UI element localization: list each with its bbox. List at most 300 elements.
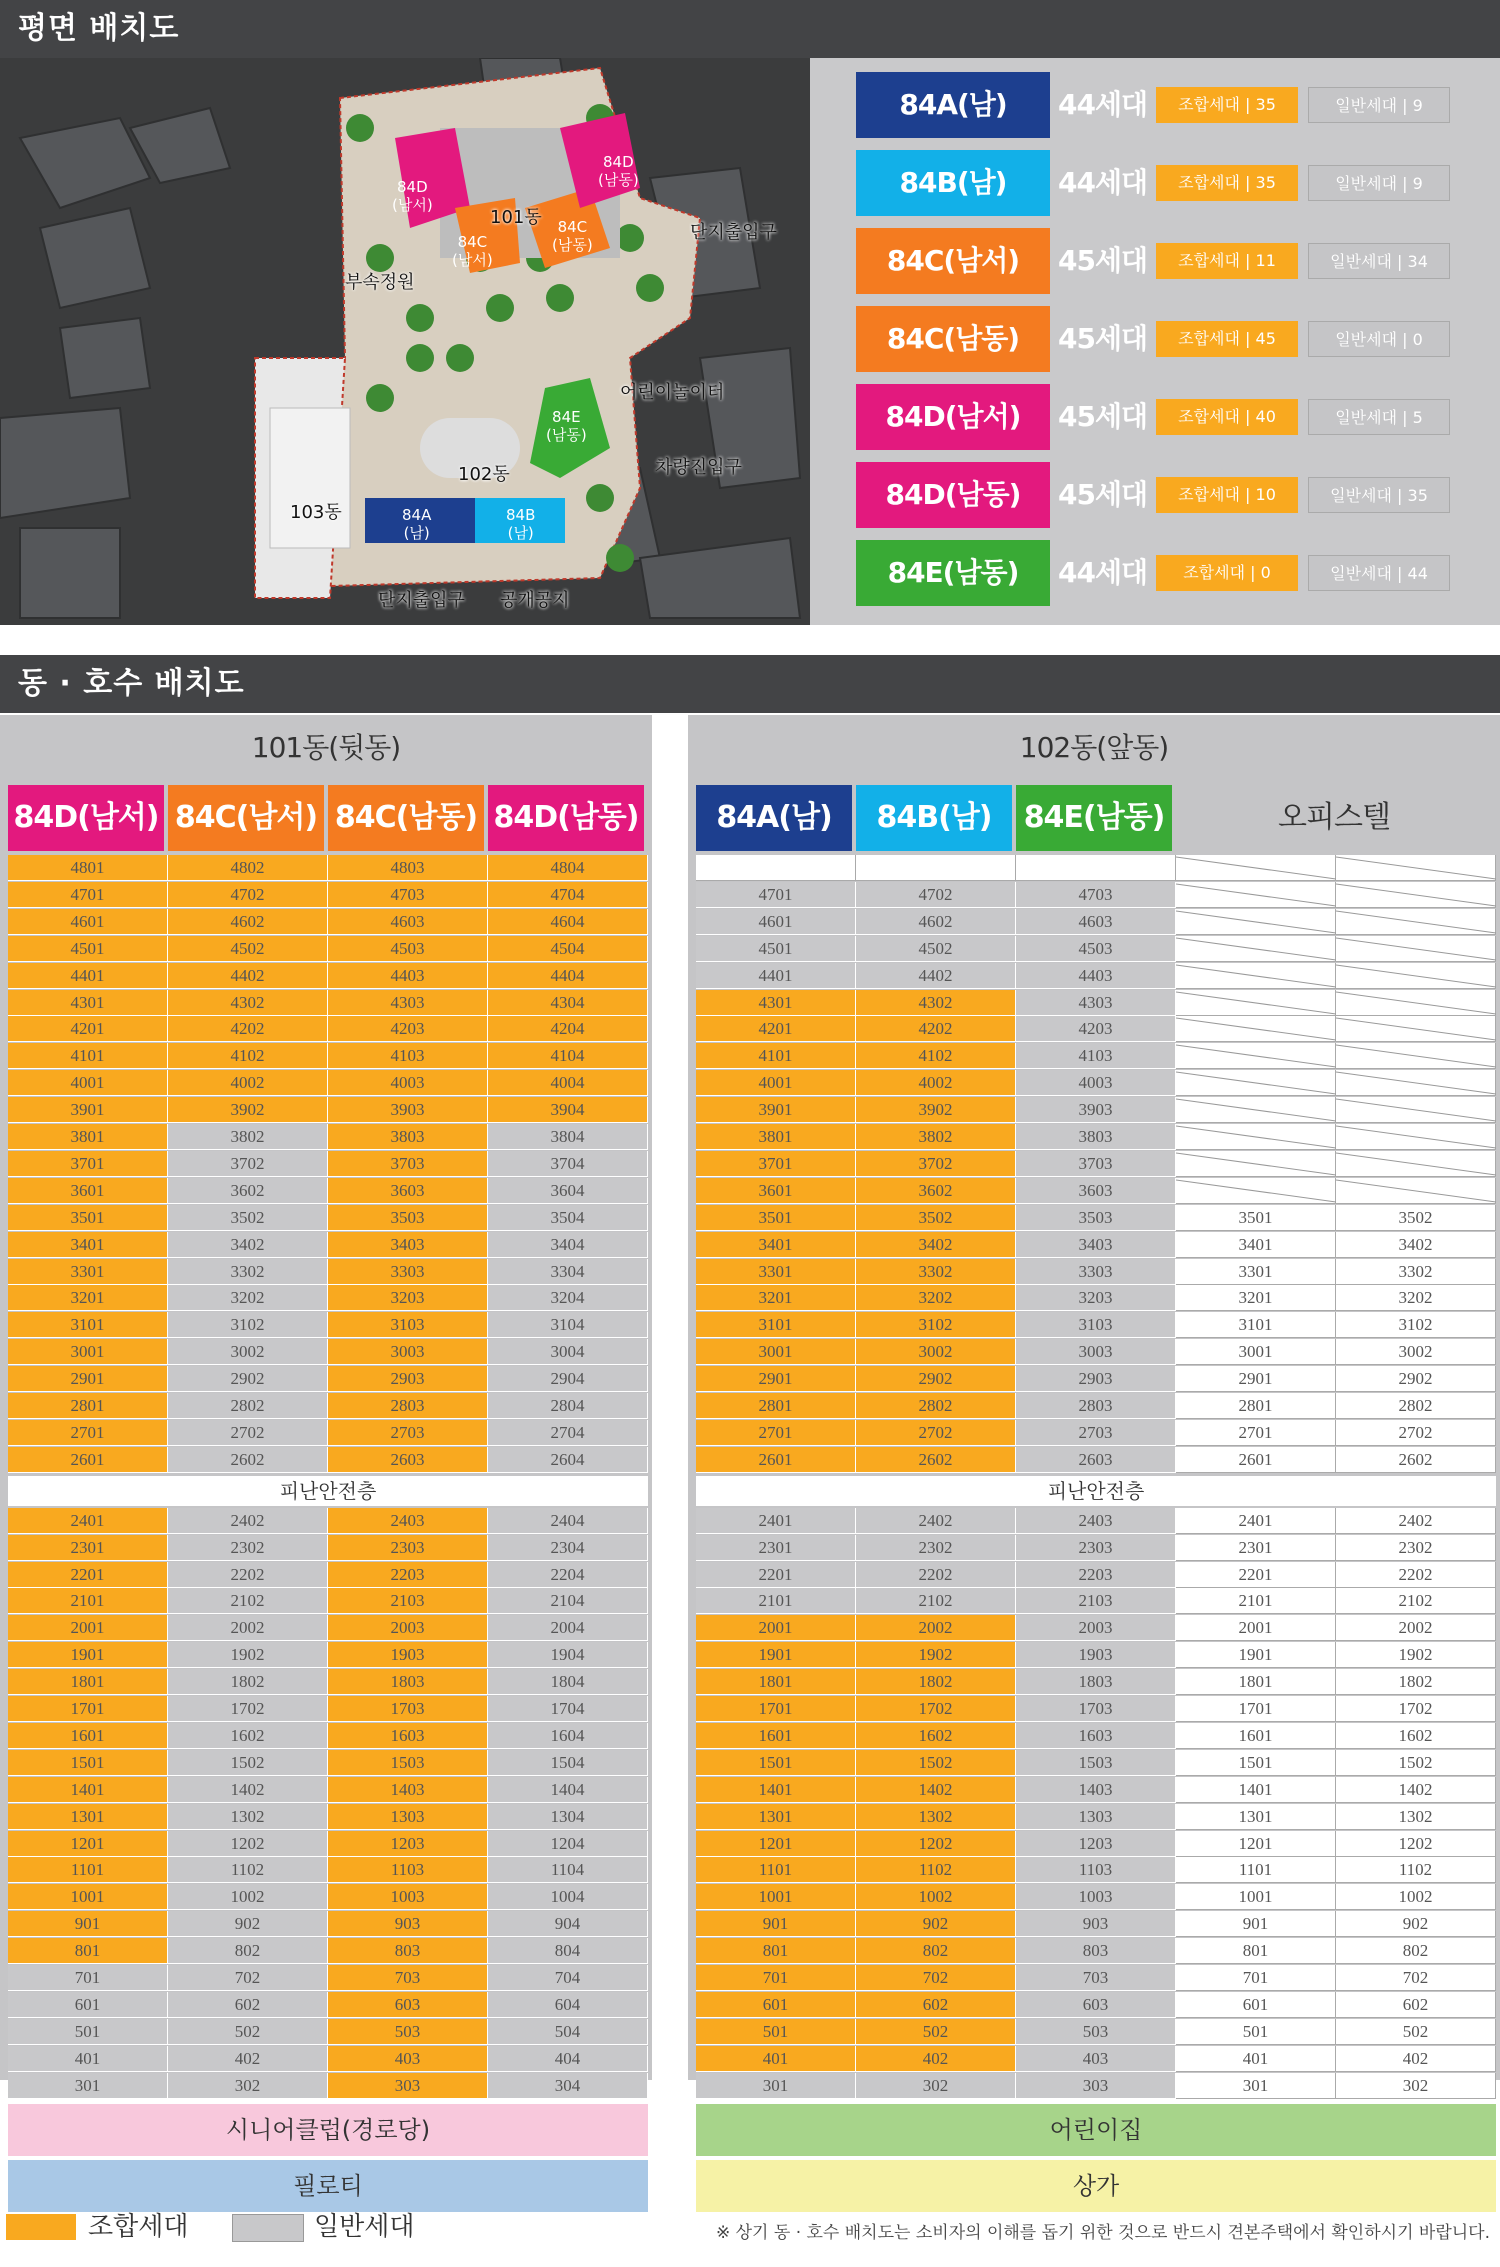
legend-type-badge: 84C(남서) <box>856 228 1050 294</box>
unit-cell: 3502 <box>168 1205 328 1231</box>
site-label-84d-sw: 84D (남서) <box>392 178 433 214</box>
site-label-playground: 어린이놀이터 <box>620 382 725 403</box>
unit-cell: 4102 <box>168 1043 328 1069</box>
unit-cell: 3803 <box>1016 1124 1176 1150</box>
unit-cell: 2903 <box>1016 1366 1176 1392</box>
unit-cell: 2403 <box>328 1508 488 1534</box>
unit-cell: 4801 <box>8 855 168 881</box>
unit-cell: 4001 <box>696 1070 856 1096</box>
officetel-cell <box>1336 936 1496 962</box>
unit-cell: 1101 <box>696 1857 856 1883</box>
officetel-cell <box>1336 1043 1496 1069</box>
unit-cell: 3902 <box>168 1097 328 1123</box>
unit-cell: 4601 <box>696 909 856 935</box>
officetel-cell: 2901 <box>1176 1366 1336 1392</box>
column-header: 84B(남) <box>856 785 1012 851</box>
legend-type-badge: 84D(남서) <box>856 384 1050 450</box>
unit-cell: 1002 <box>168 1884 328 1910</box>
site-label-84a: 84A (남) <box>402 506 432 542</box>
unit-cell: 2301 <box>8 1535 168 1561</box>
unit-cell: 2804 <box>488 1393 648 1419</box>
unit-cell: 3504 <box>488 1205 648 1231</box>
unit-cell: 2103 <box>1016 1588 1176 1614</box>
unit-cell: 1603 <box>1016 1723 1176 1749</box>
unit-cell: 4302 <box>168 990 328 1016</box>
officetel-cell <box>1176 936 1336 962</box>
unit-cell: 603 <box>328 1992 488 2018</box>
unit-cell: 4103 <box>328 1043 488 1069</box>
unit-cell: 3903 <box>1016 1097 1176 1123</box>
unit-cell: 4301 <box>8 990 168 1016</box>
unit-cell: 3901 <box>8 1097 168 1123</box>
officetel-cell: 1702 <box>1336 1696 1496 1722</box>
unit-cell: 3302 <box>856 1259 1016 1285</box>
unit-cell: 1102 <box>856 1857 1016 1883</box>
unit-cell: 701 <box>8 1965 168 1991</box>
officetel-cell: 1302 <box>1336 1804 1496 1830</box>
unit-cell: 3201 <box>8 1285 168 1311</box>
officetel-cell: 2702 <box>1336 1420 1496 1446</box>
unit-cell: 3703 <box>328 1151 488 1177</box>
unit-cell: 802 <box>168 1938 328 1964</box>
amenity-band-piloti: 필로티 <box>8 2160 648 2212</box>
officetel-cell: 1502 <box>1336 1750 1496 1776</box>
unit-cell: 4502 <box>168 936 328 962</box>
unit-cell: 2101 <box>696 1588 856 1614</box>
unit-cell: 4803 <box>328 855 488 881</box>
amenity-band-senior-club: 시니어클럽(경로당) <box>8 2104 648 2156</box>
unit-cell: 3601 <box>696 1178 856 1204</box>
unit-cell: 4202 <box>168 1016 328 1042</box>
officetel-cell: 502 <box>1336 2019 1496 2045</box>
unit-cell: 3802 <box>856 1124 1016 1150</box>
unit-cell: 4104 <box>488 1043 648 1069</box>
unit-cell: 1901 <box>696 1642 856 1668</box>
unit-cell: 3704 <box>488 1151 648 1177</box>
unit-cell: 2602 <box>168 1447 328 1473</box>
officetel-cell <box>1176 909 1336 935</box>
unit-cell: 3001 <box>696 1339 856 1365</box>
unit-cell: 3301 <box>8 1259 168 1285</box>
unit-cell: 3904 <box>488 1097 648 1123</box>
unit-cell <box>856 855 1016 881</box>
unit-cell: 903 <box>328 1911 488 1937</box>
unit-cell: 604 <box>488 1992 648 2018</box>
officetel-cell <box>1176 1016 1336 1042</box>
officetel-cell: 1501 <box>1176 1750 1336 1776</box>
unit-cell: 2304 <box>488 1535 648 1561</box>
officetel-cell: 2302 <box>1336 1535 1496 1561</box>
officetel-cell: 302 <box>1336 2073 1496 2099</box>
unit-cell: 4301 <box>696 990 856 1016</box>
unit-cell: 1703 <box>1016 1696 1176 1722</box>
unit-cell: 701 <box>696 1965 856 1991</box>
legend-type-badge: 84E(남동) <box>856 540 1050 606</box>
unit-cell: 2102 <box>856 1588 1016 1614</box>
unit-cell: 4001 <box>8 1070 168 1096</box>
legend-general-count: 일반세대 | 9 <box>1308 165 1450 201</box>
unit-cell: 3803 <box>328 1124 488 1150</box>
unit-cell: 1103 <box>1016 1857 1176 1883</box>
unit-cell: 501 <box>8 2019 168 2045</box>
amenity-band-daycare: 어린이집 <box>696 2104 1496 2156</box>
site-label-102: 102동 <box>458 464 510 485</box>
officetel-cell: 902 <box>1336 1911 1496 1937</box>
unit-cell: 1904 <box>488 1642 648 1668</box>
building-102-panel <box>688 715 1500 2200</box>
officetel-cell: 2202 <box>1336 1562 1496 1588</box>
legend-type-badge: 84A(남) <box>856 72 1050 138</box>
officetel-cell <box>1176 1070 1336 1096</box>
officetel-cell: 2001 <box>1176 1615 1336 1641</box>
unit-cell: 802 <box>856 1938 1016 1964</box>
unit-cell: 1201 <box>696 1831 856 1857</box>
legend-johab-count: 조합세대 | 0 <box>1156 555 1298 591</box>
unit-cell: 4704 <box>488 882 648 908</box>
unit-cell: 3501 <box>696 1205 856 1231</box>
unit-cell: 3702 <box>168 1151 328 1177</box>
unit-cell: 4303 <box>1016 990 1176 1016</box>
unit-cell: 4201 <box>8 1016 168 1042</box>
unit-cell: 903 <box>1016 1911 1176 1937</box>
unit-cell: 404 <box>488 2046 648 2072</box>
legend-type-badge: 84B(남) <box>856 150 1050 216</box>
unit-cell: 501 <box>696 2019 856 2045</box>
unit-cell: 3103 <box>328 1312 488 1338</box>
unit-cell: 1604 <box>488 1723 648 1749</box>
officetel-cell: 2002 <box>1336 1615 1496 1641</box>
officetel-cell <box>1336 1070 1496 1096</box>
unit-cell: 1801 <box>696 1669 856 1695</box>
unit-cell: 2401 <box>696 1508 856 1534</box>
unit-cell: 1501 <box>696 1750 856 1776</box>
unit-cell: 1602 <box>856 1723 1016 1749</box>
unit-cell: 2302 <box>168 1535 328 1561</box>
legend-type-badge: 84C(남동) <box>856 306 1050 372</box>
unit-cell: 4403 <box>1016 963 1176 989</box>
officetel-cell <box>1336 909 1496 935</box>
unit-cell: 1401 <box>696 1777 856 1803</box>
unit-cell: 3901 <box>696 1097 856 1123</box>
refuge-floor-label: 피난안전층 <box>696 1476 1496 1506</box>
unit-cell: 3002 <box>168 1339 328 1365</box>
unit-cell: 2902 <box>168 1366 328 1392</box>
legend-type-badge: 84D(남동) <box>856 462 1050 528</box>
unit-cell: 1401 <box>8 1777 168 1803</box>
unit-cell: 3603 <box>1016 1178 1176 1204</box>
unit-cell: 2101 <box>8 1588 168 1614</box>
unit-cell: 3201 <box>696 1285 856 1311</box>
officetel-cell: 2101 <box>1176 1588 1336 1614</box>
unit-cell: 4004 <box>488 1070 648 1096</box>
site-label-entrance-south: 단지출입구 <box>378 590 465 611</box>
unit-cell: 2003 <box>1016 1615 1176 1641</box>
unit-cell: 1601 <box>8 1723 168 1749</box>
unit-cell: 502 <box>856 2019 1016 2045</box>
unit-cell: 401 <box>8 2046 168 2072</box>
legend-count: 44세대 <box>1058 88 1148 121</box>
officetel-cell: 501 <box>1176 2019 1336 2045</box>
column-header: 84E(남동) <box>1016 785 1172 851</box>
unit-cell: 402 <box>856 2046 1016 2072</box>
officetel-cell: 2301 <box>1176 1535 1336 1561</box>
unit-cell: 2903 <box>328 1366 488 1392</box>
legend-general-count: 일반세대 | 44 <box>1308 555 1450 591</box>
section-title-site-plan: 평면 배치도 <box>0 0 1500 58</box>
unit-cell: 3801 <box>696 1124 856 1150</box>
legend-general-count: 일반세대 | 9 <box>1308 87 1450 123</box>
unit-cell <box>1016 855 1176 881</box>
building-102-title: 102동(앞동) <box>1019 731 1169 764</box>
unit-cell: 801 <box>8 1938 168 1964</box>
unit-cell: 1503 <box>1016 1750 1176 1776</box>
unit-cell: 1001 <box>696 1884 856 1910</box>
officetel-cell: 3502 <box>1336 1205 1496 1231</box>
unit-cell: 4502 <box>856 936 1016 962</box>
unit-cell: 4102 <box>856 1043 1016 1069</box>
legend-swatch-general <box>232 2214 304 2242</box>
officetel-cell: 1101 <box>1176 1857 1336 1883</box>
unit-cell: 702 <box>168 1965 328 1991</box>
unit-cell: 303 <box>1016 2073 1176 2099</box>
legend-row <box>846 540 1486 606</box>
unit-cell: 4702 <box>168 882 328 908</box>
unit-cell: 4604 <box>488 909 648 935</box>
legend-count: 44세대 <box>1058 166 1148 199</box>
unit-cell: 2303 <box>1016 1535 1176 1561</box>
unit-cell: 3902 <box>856 1097 1016 1123</box>
unit-cell: 401 <box>696 2046 856 2072</box>
unit-cell: 3903 <box>328 1097 488 1123</box>
unit-cell: 1803 <box>1016 1669 1176 1695</box>
unit-cell: 902 <box>856 1911 1016 1937</box>
unit-cell: 4702 <box>856 882 1016 908</box>
column-header: 84C(남서) <box>168 785 324 851</box>
unit-cell: 4602 <box>856 909 1016 935</box>
legend-general-count: 일반세대 | 34 <box>1308 243 1450 279</box>
officetel-cell: 1402 <box>1336 1777 1496 1803</box>
unit-cell: 304 <box>488 2073 648 2099</box>
site-label-car-entrance: 차량진입구 <box>655 457 742 478</box>
officetel-cell <box>1336 990 1496 1016</box>
officetel-cell: 602 <box>1336 1992 1496 2018</box>
officetel-cell: 3002 <box>1336 1339 1496 1365</box>
unit-cell: 2202 <box>168 1562 328 1588</box>
unit-cell: 3602 <box>856 1178 1016 1204</box>
column-header: 84D(남동) <box>488 785 644 851</box>
unit-cell: 3202 <box>856 1285 1016 1311</box>
unit-cell: 3402 <box>168 1232 328 1258</box>
unit-cell: 3703 <box>1016 1151 1176 1177</box>
unit-cell: 3303 <box>328 1259 488 1285</box>
officetel-cell: 2701 <box>1176 1420 1336 1446</box>
officetel-cell <box>1176 855 1336 881</box>
officetel-cell <box>1336 1178 1496 1204</box>
unit-cell: 2601 <box>8 1447 168 1473</box>
legend-count: 45세대 <box>1058 478 1148 511</box>
unit-cell: 4701 <box>8 882 168 908</box>
unit-cell: 4201 <box>696 1016 856 1042</box>
unit-cell: 904 <box>488 1911 648 1937</box>
legend-row <box>846 462 1486 528</box>
building-101-title: 101동(뒷동) <box>251 731 401 764</box>
unit-cell: 301 <box>696 2073 856 2099</box>
legend-johab-count: 조합세대 | 10 <box>1156 477 1298 513</box>
unit-cell: 2002 <box>856 1615 1016 1641</box>
unit-cell: 3401 <box>8 1232 168 1258</box>
officetel-cell: 3001 <box>1176 1339 1336 1365</box>
unit-cell: 803 <box>1016 1938 1176 1964</box>
unit-cell: 1301 <box>696 1804 856 1830</box>
officetel-cell <box>1336 855 1496 881</box>
unit-type-legend <box>810 58 1500 625</box>
site-label-84d-se: 84D (남동) <box>598 153 639 189</box>
unit-cell: 1903 <box>328 1642 488 1668</box>
unit-cell: 3404 <box>488 1232 648 1258</box>
unit-cell: 402 <box>168 2046 328 2072</box>
unit-cell: 3602 <box>168 1178 328 1204</box>
unit-cell: 3402 <box>856 1232 1016 1258</box>
legend-row <box>846 72 1486 138</box>
unit-cell: 3503 <box>1016 1205 1176 1231</box>
officetel-cell: 2801 <box>1176 1393 1336 1419</box>
officetel-cell: 1401 <box>1176 1777 1336 1803</box>
unit-cell <box>696 855 856 881</box>
unit-cell: 3102 <box>168 1312 328 1338</box>
site-label-84e: 84E (남동) <box>546 408 587 444</box>
unit-cell: 4802 <box>168 855 328 881</box>
legend-swatch-johab <box>6 2214 76 2240</box>
unit-cell: 403 <box>1016 2046 1176 2072</box>
unit-cell: 2404 <box>488 1508 648 1534</box>
officetel-cell: 1002 <box>1336 1884 1496 1910</box>
unit-cell: 3502 <box>856 1205 1016 1231</box>
unit-cell: 4202 <box>856 1016 1016 1042</box>
unit-cell: 3301 <box>696 1259 856 1285</box>
unit-cell: 2901 <box>8 1366 168 1392</box>
unit-cell: 3101 <box>696 1312 856 1338</box>
unit-cell: 1504 <box>488 1750 648 1776</box>
legend-count: 44세대 <box>1058 556 1148 589</box>
legend-row <box>846 228 1486 294</box>
unit-cell: 1403 <box>328 1777 488 1803</box>
unit-cell: 3002 <box>856 1339 1016 1365</box>
column-header: 84C(남동) <box>328 785 484 851</box>
officetel-cell: 3102 <box>1336 1312 1496 1338</box>
unit-cell: 4703 <box>1016 882 1176 908</box>
unit-cell: 602 <box>168 1992 328 2018</box>
officetel-cell: 3402 <box>1336 1232 1496 1258</box>
unit-cell: 2302 <box>856 1535 1016 1561</box>
officetel-cell: 3302 <box>1336 1259 1496 1285</box>
unit-cell: 2303 <box>328 1535 488 1561</box>
section-title-unit-layout: 동 · 호수 배치도 <box>0 655 1500 713</box>
unit-cell: 2801 <box>8 1393 168 1419</box>
legend-label-general: 일반세대 <box>314 2212 415 2242</box>
unit-cell: 1703 <box>328 1696 488 1722</box>
legend-row <box>846 150 1486 216</box>
unit-cell: 901 <box>696 1911 856 1937</box>
unit-cell: 1303 <box>328 1804 488 1830</box>
unit-cell: 302 <box>856 2073 1016 2099</box>
site-label-entrance-east: 단지출입구 <box>690 222 777 243</box>
unit-cell: 2802 <box>856 1393 1016 1419</box>
unit-cell: 602 <box>856 1992 1016 2018</box>
unit-cell: 4002 <box>168 1070 328 1096</box>
legend-general-count: 일반세대 | 5 <box>1308 399 1450 435</box>
site-label-103: 103동 <box>290 502 342 523</box>
refuge-floor-label: 피난안전층 <box>8 1476 648 1506</box>
site-label-84c-se: 84C (남동) <box>552 218 593 254</box>
unit-cell: 1601 <box>696 1723 856 1749</box>
officetel-cell <box>1336 963 1496 989</box>
officetel-cell <box>1176 1097 1336 1123</box>
unit-cell: 4401 <box>696 963 856 989</box>
unit-cell: 3303 <box>1016 1259 1176 1285</box>
unit-cell: 4503 <box>1016 936 1176 962</box>
officetel-cell: 2802 <box>1336 1393 1496 1419</box>
unit-cell: 4303 <box>328 990 488 1016</box>
column-header: 84A(남) <box>696 785 852 851</box>
unit-cell: 503 <box>1016 2019 1176 2045</box>
unit-cell: 1901 <box>8 1642 168 1668</box>
unit-cell: 1602 <box>168 1723 328 1749</box>
unit-cell: 2202 <box>856 1562 1016 1588</box>
unit-cell: 1403 <box>1016 1777 1176 1803</box>
unit-cell: 1802 <box>856 1669 1016 1695</box>
unit-cell: 702 <box>856 1965 1016 1991</box>
officetel-cell: 1102 <box>1336 1857 1496 1883</box>
unit-cell: 1201 <box>8 1831 168 1857</box>
unit-cell: 704 <box>488 1965 648 1991</box>
officetel-cell: 2102 <box>1336 1588 1496 1614</box>
officetel-cell: 601 <box>1176 1992 1336 2018</box>
unit-cell: 403 <box>328 2046 488 2072</box>
unit-cell: 4503 <box>328 936 488 962</box>
officetel-cell: 402 <box>1336 2046 1496 2072</box>
officetel-cell: 3101 <box>1176 1312 1336 1338</box>
unit-cell: 2201 <box>8 1562 168 1588</box>
legend-row <box>846 384 1486 450</box>
unit-cell: 502 <box>168 2019 328 2045</box>
unit-cell: 2401 <box>8 1508 168 1534</box>
unit-cell: 1603 <box>328 1723 488 1749</box>
unit-cell: 1503 <box>328 1750 488 1776</box>
unit-cell: 2601 <box>696 1447 856 1473</box>
unit-cell: 2102 <box>168 1588 328 1614</box>
unit-cell: 1801 <box>8 1669 168 1695</box>
unit-cell: 1301 <box>8 1804 168 1830</box>
officetel-cell: 1201 <box>1176 1831 1336 1857</box>
unit-cell: 4402 <box>856 963 1016 989</box>
officetel-cell: 3301 <box>1176 1259 1336 1285</box>
unit-cell: 1002 <box>856 1884 1016 1910</box>
unit-cell: 2103 <box>328 1588 488 1614</box>
unit-cell: 3401 <box>696 1232 856 1258</box>
legend-johab-count: 조합세대 | 11 <box>1156 243 1298 279</box>
unit-cell: 2001 <box>696 1615 856 1641</box>
unit-cell: 1104 <box>488 1857 648 1883</box>
site-label-84b: 84B (남) <box>506 506 536 542</box>
unit-cell: 4003 <box>328 1070 488 1096</box>
unit-cell: 3101 <box>8 1312 168 1338</box>
unit-cell: 1302 <box>168 1804 328 1830</box>
unit-cell: 1101 <box>8 1857 168 1883</box>
unit-cell: 2402 <box>168 1508 328 1534</box>
unit-cell: 3804 <box>488 1124 648 1150</box>
unit-cell: 801 <box>696 1938 856 1964</box>
unit-cell: 1003 <box>328 1884 488 1910</box>
